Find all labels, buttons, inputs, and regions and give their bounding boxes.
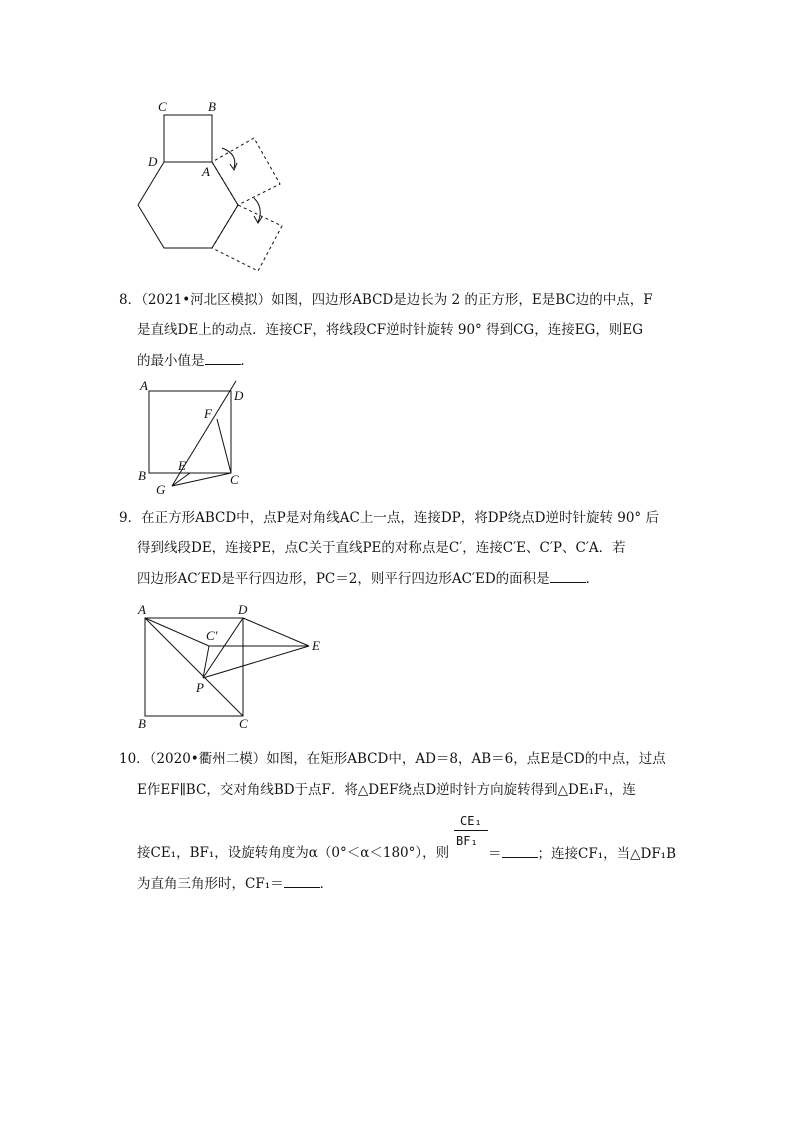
label-p: P xyxy=(196,680,204,695)
segment-de xyxy=(243,618,309,646)
q9-line-3 xyxy=(137,568,599,589)
q10-equals: ＝ xyxy=(488,846,502,862)
hexagon xyxy=(138,162,238,248)
label-c-prime: C′ xyxy=(206,628,218,643)
label-d: D xyxy=(148,154,158,169)
label-a: A xyxy=(138,602,146,617)
q9-line-2: 得到线段DE，连接PE，点C关于直线PE的对称点是C′，连接C′E、C′P、C′A．若 xyxy=(137,540,626,556)
answer-blank-q8[interactable] xyxy=(205,350,241,365)
q10-text-cont: ；连接CF₁，当△DF₁B xyxy=(537,846,677,862)
label-c: C xyxy=(158,99,167,114)
answer-blank-q10-cf1[interactable] xyxy=(284,873,320,888)
q8-punct: ． xyxy=(240,353,254,369)
rotation-arrow-1 xyxy=(222,148,235,168)
label-a: A xyxy=(202,164,210,179)
label-f: F xyxy=(204,406,212,421)
q10-line-4 xyxy=(137,873,333,894)
q9-text: 四边形AC′ED是平行四边形，PC＝2，则平行四边形AC′ED的面积是 xyxy=(137,571,550,587)
label-b: B xyxy=(208,99,216,114)
fraction-denominator: BF₁ xyxy=(456,834,478,848)
q10-line-3-left: 接CE₁，BF₁，设旋转角度为α（0°＜α＜180°），则 xyxy=(137,845,450,861)
segment-cf xyxy=(217,419,231,473)
diagonal-ac xyxy=(145,618,243,716)
label-d: D xyxy=(234,388,244,403)
q8-line-2: 是直线DE上的动点．连接CF，将线段CF逆时针旋转 90° 得到CG，连接EG，则EG xyxy=(137,322,643,338)
figure-q8 xyxy=(132,376,252,498)
q9-punct: ． xyxy=(585,571,600,587)
answer-blank-q10-ratio[interactable] xyxy=(502,843,538,858)
arrow-head-1 xyxy=(230,163,237,170)
figure-q7 xyxy=(130,98,290,278)
square-cbda xyxy=(164,115,212,162)
label-c: C xyxy=(239,716,248,731)
label-e: E xyxy=(312,638,320,653)
q10-line-2: E作EF∥BC，交对角线BD于点F．将△DEF绕点D逆时针方向旋转得到△DE₁F₁，连 xyxy=(137,782,636,798)
fraction-numerator: CE₁ xyxy=(460,814,482,828)
q10-line-3-right xyxy=(488,843,676,864)
q10-text-4: 为直角三角形时，CF₁＝ xyxy=(137,876,284,892)
segment-ac1 xyxy=(145,618,209,646)
label-d: D xyxy=(238,602,248,617)
q8-line-1: 8．（2021•河北区模拟）如图，四边形ABCD是边长为 2 的正方形，E是BC边的中点，F xyxy=(119,292,653,308)
dashed-square-2 xyxy=(212,205,282,271)
label-c: C xyxy=(230,472,239,487)
label-b: B xyxy=(138,716,146,731)
label-b: B xyxy=(138,468,146,483)
label-e: E xyxy=(178,458,186,473)
figure-q9 xyxy=(132,600,332,734)
segment-pe xyxy=(203,646,309,678)
label-g: G xyxy=(156,482,166,497)
q9-line-1: 9．在正方形ABCD中，点P是对角线AC上一点，连接DP，将DP绕点D逆时针旋转 90° 后 xyxy=(119,510,659,526)
fraction-bar xyxy=(454,830,488,831)
q8-text: 的最小值是 xyxy=(137,353,205,369)
q10-line-1: 10．（2020•衢州二模）如图，在矩形ABCD中，AD＝8，AB＝6，点E是CD的中点，过点 xyxy=(119,751,666,767)
label-a: A xyxy=(140,378,148,393)
answer-blank-q9[interactable] xyxy=(550,568,586,583)
square-abcd xyxy=(149,391,231,473)
q10-punct: ． xyxy=(319,876,334,892)
q8-line-3 xyxy=(137,350,254,371)
